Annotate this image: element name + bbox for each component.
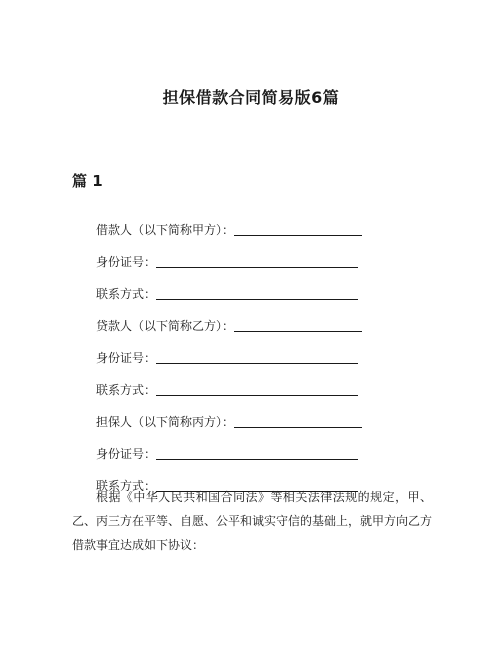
field-row-guarantor-id bbox=[96, 430, 436, 462]
field-row-borrower bbox=[96, 206, 436, 238]
blank-line bbox=[156, 255, 358, 268]
blank-line bbox=[156, 383, 358, 396]
blank-line bbox=[156, 287, 358, 300]
field-label: 联系方式： bbox=[96, 479, 157, 493]
document-title: 担保借款合同简易版6篇 bbox=[162, 87, 340, 107]
field-label: 身份证号： bbox=[96, 255, 157, 269]
field-row-borrower-contact bbox=[96, 270, 436, 302]
field-label: 身份证号： bbox=[96, 447, 157, 461]
blank-line bbox=[234, 415, 362, 428]
field-row-guarantor bbox=[96, 398, 436, 430]
field-row-lender bbox=[96, 302, 436, 334]
field-label: 联系方式： bbox=[96, 383, 157, 397]
section-heading: 篇 1 bbox=[72, 172, 103, 191]
field-label: 借款人（以下简称甲方）： bbox=[96, 223, 235, 237]
agreement-paragraph: 根据《中华人民共和国合同法》等相关法律法规的规定，甲、乙、丙三方在平等、自愿、公平和诚实守信的基础上，就甲方向乙方借款事宜达成如下协议： bbox=[72, 490, 433, 552]
blank-line bbox=[234, 319, 362, 332]
field-row-borrower-id bbox=[96, 238, 436, 270]
field-label: 贷款人（以下简称乙方）： bbox=[96, 319, 235, 333]
field-row-lender-contact bbox=[96, 366, 436, 398]
field-label: 担保人（以下简称丙方）： bbox=[96, 415, 235, 429]
blank-line bbox=[156, 351, 358, 364]
field-label: 联系方式： bbox=[96, 287, 157, 301]
party-field-list bbox=[96, 206, 436, 494]
field-label: 身份证号： bbox=[96, 351, 157, 365]
blank-line bbox=[234, 223, 362, 236]
field-row-lender-id bbox=[96, 334, 436, 366]
blank-line bbox=[156, 447, 358, 460]
